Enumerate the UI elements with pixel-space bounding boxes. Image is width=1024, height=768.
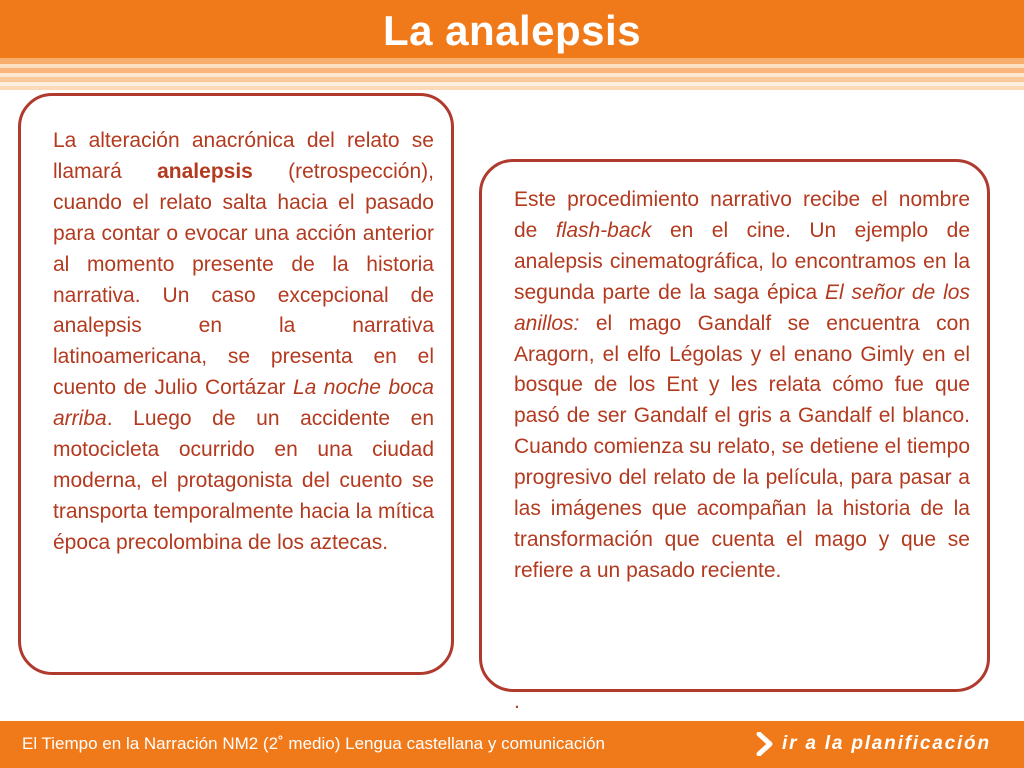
text-segment: La alteración anacrónica del relato se llamará — [53, 129, 434, 183]
left-paragraph — [53, 126, 434, 559]
trailing-dot: . — [514, 690, 520, 713]
course-info: El Tiempo en la Narración NM2 (2˚ medio) Lengua castellana y comunicación — [22, 734, 606, 753]
text-segment: . Luego de un accidente en motocicleta ocurrido en una ciudad moderna, el protagonista del cuento se transporta temporalmente hacia la mítica época precolombina de los aztecas. — [53, 407, 434, 554]
term-analepsis: analepsis — [157, 159, 253, 183]
right-paragraph — [514, 185, 970, 587]
text-segment: Este procedimiento narrativo recibe el nombre de — [514, 188, 970, 242]
planning-link[interactable] — [756, 730, 991, 758]
text-segment: el mago Gandalf se encuentra con Aragorn, el elfo Légolas y el enano Gimly en el bosque de los Ent y les relata cómo fue que pasó de ser Gandalf el gris a Gandalf el blanco. Cuando comienza su relato, se detiene el tiempo progresivo del relato de la película, para pasar a las imágenes que acompañan la historia de la transformación que cuenta el mago y que se refiere a un pasado reciente. — [514, 311, 970, 582]
text-segment: (retrospección), cuando el relato salta hacia el pasado para contar o evocar una acción anterior al momento presente de la historia narrativa. Un caso excepcional de analepsis en la narrativa latinoamericana, se presenta en el cuento de Julio Cortázar — [53, 159, 434, 400]
header-stripe — [0, 86, 1024, 90]
term-flash-back: flash-back — [555, 218, 652, 242]
footer-bar — [0, 721, 1024, 768]
story-title: La noche boca arriba — [53, 376, 434, 431]
text-segment: en el cine. Un ejemplo de analepsis cinematográfica, lo encontramos en la segunda parte de la saga épica — [514, 218, 970, 304]
chevron-right-icon — [756, 732, 774, 756]
film-title: El señor de los anillos: — [514, 280, 970, 335]
planning-link-label: ir a la planificación — [782, 733, 991, 754]
slide-title: La analepsis — [382, 7, 642, 54]
